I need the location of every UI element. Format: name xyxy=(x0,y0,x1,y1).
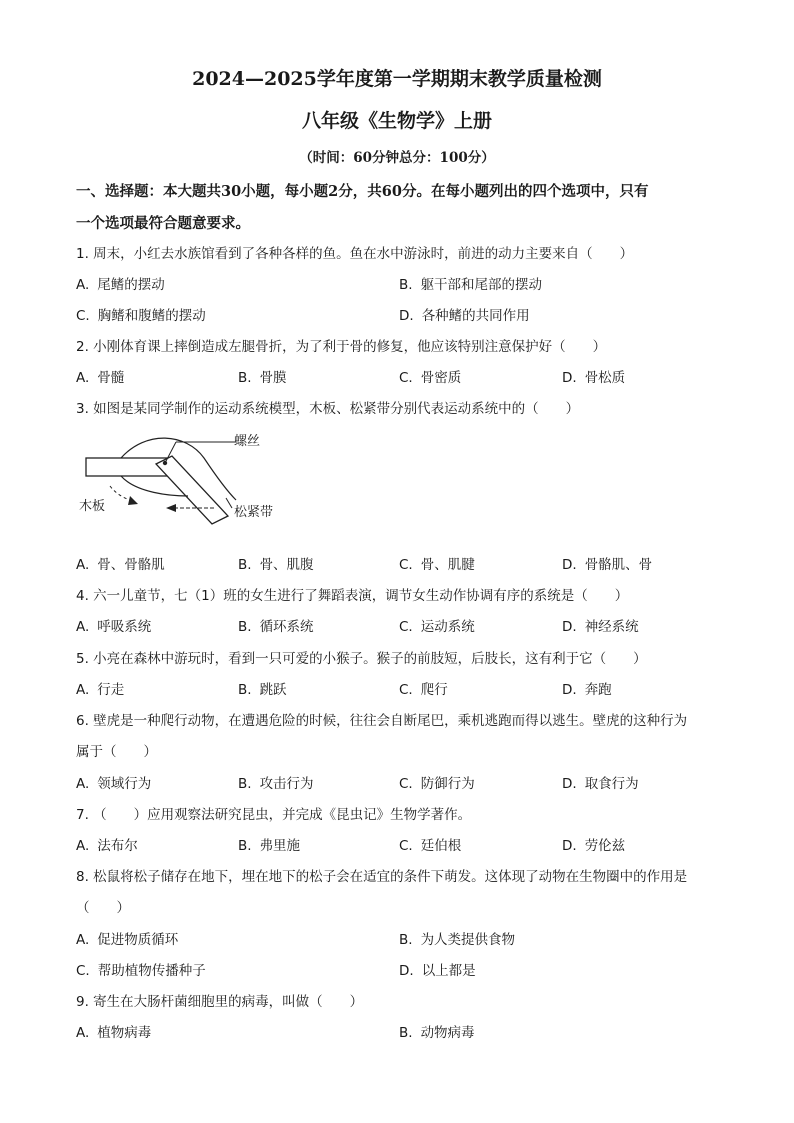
question-2-stem: 2. 小刚体育课上摔倒造成左腿骨折，为了利于骨的修复，他应该特别注意保护好（ ） xyxy=(76,339,607,355)
q8-option-c: C. 帮助植物传播种子 xyxy=(76,963,206,979)
exam-time-info: （时间：60分钟总分：100分） xyxy=(299,150,495,166)
figure-label-board: 木板 xyxy=(79,499,106,514)
q8-option-d: D. 以上都是 xyxy=(399,963,476,979)
q1-option-b: B. 躯干部和尾部的摆动 xyxy=(399,277,543,293)
q3-option-c: C. 骨、肌腱 xyxy=(399,557,475,573)
q5-option-d: D. 奔跑 xyxy=(562,682,612,698)
band-leader-line xyxy=(226,498,232,508)
q6-option-d: D. 取食行为 xyxy=(562,776,639,792)
q2-option-d: D. 骨松质 xyxy=(562,370,626,386)
question-7-stem: 7. （ ）应用观察法研究昆虫，并完成《昆虫记》生物学著作。 xyxy=(76,807,472,823)
q3-option-d: D. 骨骼肌、骨 xyxy=(562,557,653,573)
q2-option-a: A. 骨髓 xyxy=(76,370,125,386)
section-heading-line1: 一、选择题：本大题共30小题，每小题2分，共60分。在每小题列出的四个选项中，只有 xyxy=(76,183,649,200)
question-6-stem-line2: 属于（ ） xyxy=(76,744,157,760)
q1-option-d: D. 各种鳍的共同作用 xyxy=(399,308,530,324)
q6-option-a: A. 领域行为 xyxy=(76,776,152,792)
question-3-stem: 3. 如图是某同学制作的运动系统模型，木板、松紧带分别代表运动系统中的（ ） xyxy=(76,401,580,417)
q2-option-c: C. 骨密质 xyxy=(399,370,462,386)
q8-option-b: B. 为人类提供食物 xyxy=(399,932,516,948)
figure-label-screw: 螺丝 xyxy=(234,434,261,449)
solid-arrow-head xyxy=(166,504,176,512)
question-1-stem: 1. 周末，小红去水族馆看到了各种各样的鱼。鱼在水中游泳时，前进的动力主要来自（ ） xyxy=(76,246,634,262)
q4-option-b: B. 循环系统 xyxy=(238,619,314,635)
q5-option-b: B. 跳跃 xyxy=(238,682,287,698)
q5-option-c: C. 爬行 xyxy=(399,682,448,698)
q4-option-d: D. 神经系统 xyxy=(562,619,639,635)
figure-label-band: 松紧带 xyxy=(234,505,274,520)
question-8-stem-line2: （ ） xyxy=(76,900,130,916)
motion-system-model-figure xyxy=(76,428,296,528)
q7-option-d: D. 劳伦兹 xyxy=(562,838,626,854)
dashed-arrow xyxy=(110,486,132,501)
q4-option-a: A. 呼吸系统 xyxy=(76,619,152,635)
q9-option-a: A. 植物病毒 xyxy=(76,1025,152,1041)
q7-option-a: A. 法布尔 xyxy=(76,838,138,854)
dashed-arrow-head xyxy=(128,496,138,505)
exam-subtitle: 八年级《生物学》上册 xyxy=(301,110,492,132)
q8-option-a: A. 促进物质循环 xyxy=(76,932,179,948)
question-5-stem: 5. 小亮在森林中游玩时，看到一只可爱的小猴子。猴子的前肢短，后肢长，这有利于它（ ） xyxy=(76,651,647,667)
q1-option-c: C. 胸鳍和腹鳍的摆动 xyxy=(76,308,206,324)
question-8-stem-line1: 8. 松鼠将松子储存在地下，埋在地下的松子会在适宜的条件下萌发。这体现了动物在生物圈中的作用是 xyxy=(76,869,688,885)
q6-option-b: B. 攻击行为 xyxy=(238,776,314,792)
q7-option-b: B. 弗里施 xyxy=(238,838,301,854)
exam-title: 2024—2025学年度第一学期期末教学质量检测 xyxy=(192,68,602,90)
question-4-stem: 4. 六一儿童节，七（1）班的女生进行了舞蹈表演，调节女生动作协调有序的系统是（ ） xyxy=(76,588,629,604)
q5-option-a: A. 行走 xyxy=(76,682,125,698)
q6-option-c: C. 防御行为 xyxy=(399,776,475,792)
q4-option-c: C. 运动系统 xyxy=(399,619,475,635)
q3-option-b: B. 骨、肌腹 xyxy=(238,557,314,573)
q9-option-b: B. 动物病毒 xyxy=(399,1025,475,1041)
lower-board xyxy=(156,456,228,524)
q1-option-a: A. 尾鳍的摆动 xyxy=(76,277,165,293)
question-6-stem-line1: 6. 壁虎是一种爬行动物，在遭遇危险的时候，往往会自断尾巴，乘机逃跑而得以逃生。壁虎的这种行为 xyxy=(76,713,688,729)
section-heading-line2: 一个选项最符合题意要求。 xyxy=(76,215,250,232)
question-9-stem: 9. 寄生在大肠杆菌细胞里的病毒，叫做（ ） xyxy=(76,994,364,1010)
q7-option-c: C. 廷伯根 xyxy=(399,838,462,854)
q2-option-b: B. 骨膜 xyxy=(238,370,287,386)
q3-option-a: A. 骨、骨骼肌 xyxy=(76,557,165,573)
